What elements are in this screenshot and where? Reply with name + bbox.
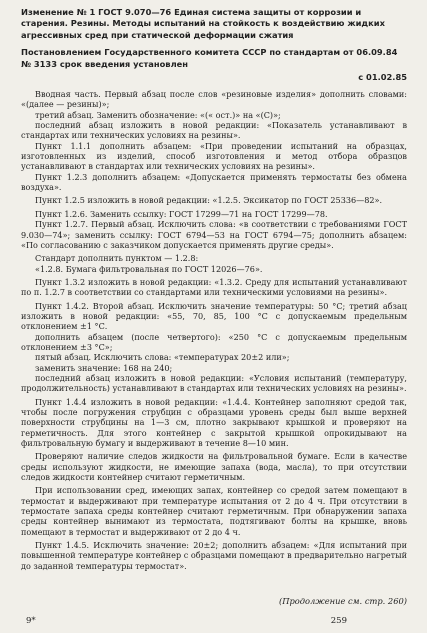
paragraph: Пункт 1.2.3 дополнить абзацем: «Допускается применять термостаты без обмена воздуха».	[21, 171, 407, 193]
amendment-title: Изменение № 1 ГОСТ 9.070—76 Единая система защиты от коррозии и старения. Резины. Методы испытаний на стойкость к воздействию жидких агрессивных сред при статической деформации сжатия	[21, 7, 385, 40]
paragraph: последний абзац изложить в новой редакции: «Условия испытаний (температуру, продолжительность) устанавливают в стандартах или технических условиях на резины».	[21, 372, 407, 394]
continuation-note: (Продолжение см. стр. 260)	[279, 596, 407, 606]
paragraph: Вводная часть. Первый абзац после слов «резиновые изделия» дополнить словами: «(далее — резины)»;	[21, 89, 407, 110]
paragraph: Проверяют наличие следов жидкости на фильтровальной бумаге. Если в качестве среды используют жидкости, не имеющие запаха (вода, масла), то при отсутствии следов жидкости контейнер считают герметичным.	[21, 451, 407, 483]
paragraph: Пункт 1.4.5. Исключить значение: 20±2; дополнить абзацем: «Для испытаний при повышенной температуре контейнер с образцами помещают в предварительно нагретый до заданной температуры термостат».	[21, 540, 407, 571]
effective-date: с 01.02.85	[358, 72, 407, 83]
signature-mark: 9*	[26, 616, 36, 626]
paragraph: Пункт 1.2.6. Заменить ссылку: ГОСТ 17299—71 на ГОСТ 17299—78.	[35, 208, 328, 219]
paragraph: Пункт 1.1.1 дополнить абзацем: «При проведении испытаний на образцах, изготовленных из изделий, способ изготовления и метод отбора образцов устанавливают в стандартах или технических условиях на резины».	[21, 140, 407, 172]
paragraph: пятый абзац. Исключить слова: «температурах 20±2 или»;	[35, 352, 290, 363]
paragraph: последний абзац изложить в новой редакции: «Показатель устанавливают в стандартах или технических условиях на резины».	[21, 120, 407, 141]
page-number: 259	[330, 616, 347, 626]
document-body	[21, 89, 407, 571]
paragraph: «1.2.8. Бумага фильтровальная по ГОСТ 12026—76».	[35, 263, 263, 274]
paragraph: Пункт 1.4.4 изложить в новой редакции: «1.4.4. Контейнер заполняют средой так, чтобы после погружения струбцин с образцами уровень среды был выше верхней поверхности струбцины на 1—3 см, плотно закрывают крышкой и проверяют на герметичность. Для этого контейнер с закрытой крышкой опрокидывают на фильтровальную бумагу и выдерживают в течение 8—10 мин.	[21, 396, 407, 449]
paragraph: При использовании сред, имеющих запах, контейнер со средой затем помещают в термостат и выдерживают при температуре испытания от 2 до 4 ч. При отсутствии в термостате запаха среды контейнер считают герметичным. При обнаружении запаха среды контейнер вынимают из термостата, подтягивают болты на крышке, вновь помещают в термостат и выдерживают от 2 до 4 ч.	[21, 485, 407, 537]
paragraph: заменить значение: 168 на 240;	[35, 362, 173, 373]
paragraph: третий абзац. Заменить обозначение: «(« ост.)» на «(С)»;	[35, 109, 281, 120]
decree-statement: Постановлением Государственного комитета СССР по стандартам от 06.09.84 № 3133 срок введения установлен	[21, 47, 398, 69]
paragraph: Пункт 1.2.7. Первый абзац. Исключить слова: «в соответствии с требованиями ГОСТ 9.030—74»; заменить ссылку: ГОСТ 6794—53 на ГОСТ 6794—75; дополнить абзацем: «По согласованию с заказчиком допускается применять другие среды».	[21, 219, 407, 250]
paragraph: Стандарт дополнить пунктом — 1.2.8:	[35, 253, 199, 264]
paragraph: Пункт 1.2.5 изложить в новой редакции: «1.2.5. Эксикатор по ГОСТ 25336—82».	[35, 195, 383, 206]
paragraph: дополнить абзацем (после четвертого): «250 °С с допускаемым предельным отклонением ±3 °С»;	[21, 331, 407, 352]
paragraph: Пункт 1.4.2. Второй абзац. Исключить значение температуры: 50 °С; третий абзац изложить в новой редакции: «55, 70, 85, 100 °С с допускаемым предельным отклонением ±1 °С.	[21, 300, 407, 332]
paragraph: Пункт 1.3.2 изложить в новой редакции: «1.3.2. Среду для испытаний устанавливают по п. 1.2.7 в соответствии со стандартами или техническими условиями на резины».	[21, 276, 407, 298]
